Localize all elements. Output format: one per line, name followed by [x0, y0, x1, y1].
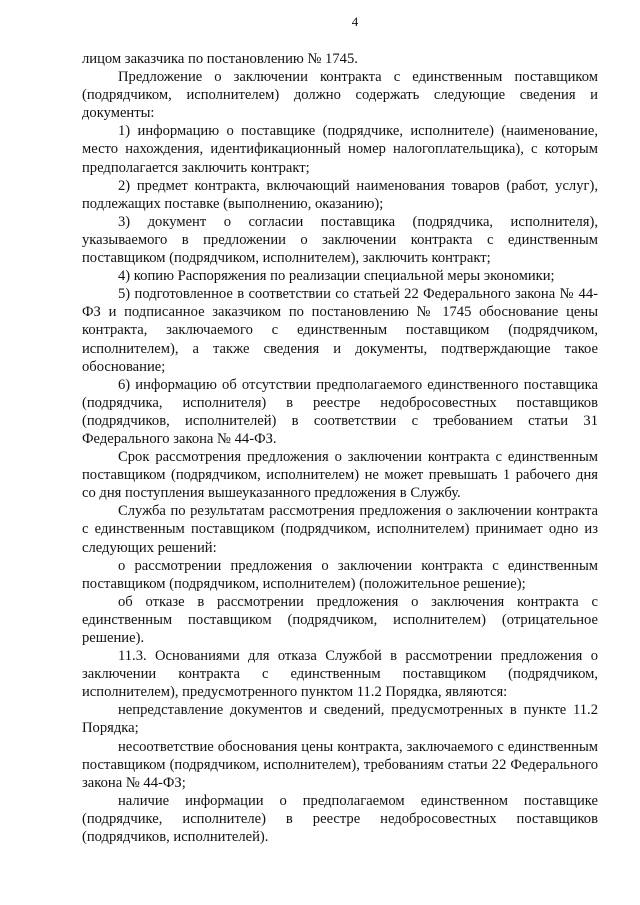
paragraph-11-3: 11.3. Основаниями для отказа Службой в рассмотрении предложения о заключении контракта с единственным поставщиком (подрядчиком, исполнителем), предусмотренного пунктом 11.2 Порядка, являются:: [82, 648, 598, 701]
page-number: 4: [351, 14, 359, 29]
refusal-ground-3: наличие информации о предполагаемом единственном поставщике (подрядчике, исполнителе) в реестре недобросовестных поставщиков (подрядчиков, исполнителей).: [82, 792, 598, 846]
list-item-2: 2) предмет контракта, включающий наименования товаров (работ, услуг), подлежащих поставке (выполнению, оказанию);: [82, 177, 598, 212]
paragraph-continuation: лицом заказчика по постановлению № 1745.: [82, 51, 358, 67]
paragraph-service-decision: Служба по результатам рассмотрения предложения о заключении контракта с единственным поставщиком (подрядчиком, исполнителем) принимает одно из следующих решений:: [82, 503, 598, 556]
decision-positive: о рассмотрении предложения о заключении контракта с единственным поставщиком (подрядчиком, исполнителем) (положительное решение);: [82, 557, 598, 592]
list-item-5: 5) подготовленное в соответствии со статьей 22 Федерального закона № 44-ФЗ и подписанное заказчиком по постановлению № 1745 обоснование цены контракта, заключаемого с единственным поставщиком (подрядчиком, исполнителем), а также сведения и документы, подтверждающие такое обоснование;: [82, 286, 598, 375]
list-item-3: 3) документ о согласии поставщика (подрядчика, исполнителя), указываемого в предложении о заключении контракта с единственным поставщиком (подрядчиком, исполнителем), заключить контракт;: [82, 213, 598, 267]
paragraph-review-period: Срок рассмотрения предложения о заключении контракта с единственным поставщиком (подрядчиком, исполнителем) не может превышать 1 рабочего дня со дня поступления вышеуказанного предложения в Службу.: [82, 449, 598, 502]
refusal-ground-1: непредставление документов и сведений, предусмотренных в пункте 11.2 Порядка;: [82, 702, 598, 737]
paragraph-proposal-contents: Предложение о заключении контракта с единственным поставщиком (подрядчиком, исполнителем) должно содержать следующие сведения и документы:: [82, 69, 598, 122]
list-item-1: 1) информацию о поставщике (подрядчике, исполнителе) (наименование, место нахождения, идентификационный номер налогоплательщика), с которым предполагается заключить контракт;: [82, 123, 598, 176]
document-body: [82, 50, 598, 846]
list-item-4: 4) копию Распоряжения по реализации специальной меры экономики;: [118, 268, 555, 285]
refusal-ground-2: несоответствие обоснования цены контракта, заключаемого с единственным поставщиком (подрядчиком, исполнителем), требованиям статьи 22 Федерального закона № 44-ФЗ;: [82, 738, 598, 791]
decision-negative: об отказе в рассмотрении предложения о заключения контракта с единственным поставщиком (подрядчиком, исполнителем) (отрицательное решение).: [82, 593, 598, 646]
list-item-6: 6) информацию об отсутствии предполагаемого единственного поставщика (подрядчика, исполнителя) в реестре недобросовестных поставщиков (подрядчиков, исполнителей) в соответствии с требованием статьи 31 Федерального закона № 44-ФЗ.: [82, 376, 598, 447]
